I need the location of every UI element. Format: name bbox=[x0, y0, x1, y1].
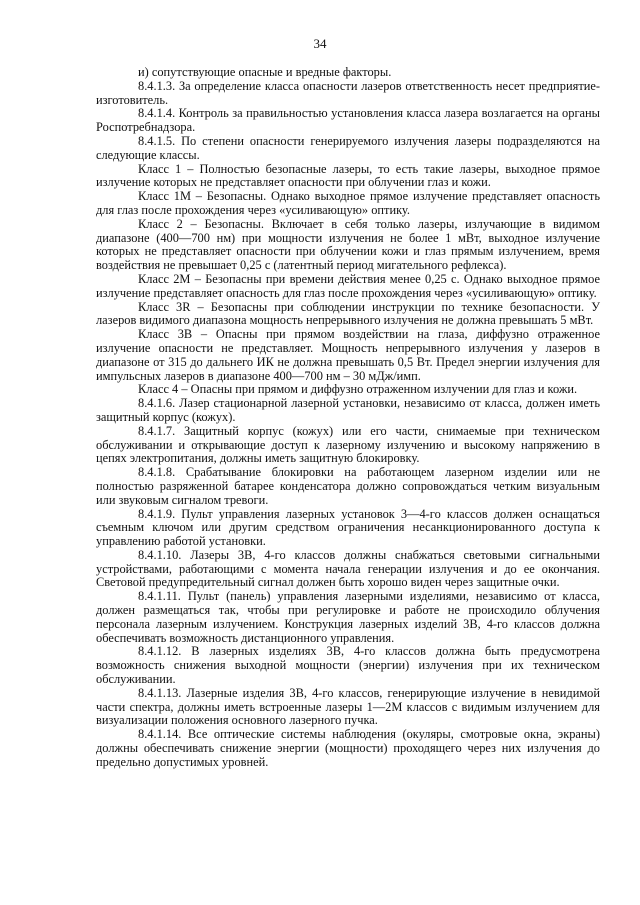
paragraph: 8.4.1.4. Контроль за правильностью установления класса лазера возлагается на органы Роспотребнадзора. bbox=[96, 106, 600, 135]
paragraph: 8.4.1.3. За определение класса опасности лазеров ответственность несет предприятие-изготовитель. bbox=[96, 78, 600, 107]
paragraph: Класс 2М – Безопасны при времени действия менее 0,25 с. Однако выходное прямое излучение представляет опасность для глаз после прохождения через «усиливающую» оптику. bbox=[96, 271, 600, 300]
paragraph: 8.4.1.7. Защитный корпус (кожух) или его части, снимаемые при техническом обслуживании и открывающие доступ к лазерному излучению и высокому напряжению в цепях электропитания, должны иметь защитную блокировку. bbox=[96, 423, 600, 466]
document-body bbox=[96, 66, 600, 770]
paragraph: 8.4.1.13. Лазерные изделия 3В, 4-го классов, генерирующие излучение в невидимой части спектра, должны иметь встроенные лазеры 1—2М классов с видимым излучением для визуализации положения основного лазерного пучка. bbox=[96, 685, 600, 728]
paragraph: 8.4.1.10. Лазеры 3В, 4-го классов должны снабжаться световыми сигнальными устройствами, работающими с момента начала генерации излучения и до ее окончания. Световой предупредительный сигнал должен быть хорошо виден через защитные очки. bbox=[96, 547, 600, 590]
paragraph: 8.4.1.8. Срабатывание блокировки на работающем лазерном изделии или не полностью разряженной батарее конденсатора должно сопровождаться четким визуальным или звуковым сигналом тревоги. bbox=[96, 465, 600, 507]
paragraph: 8.4.1.11. Пульт (панель) управления лазерными изделиями, независимо от класса, должен размещаться так, чтобы при регулировке и работе не происходило облучения персонала лазерным излучением. Конструкция лазерных изделий 3В, 4-го классов должна обеспечивать возможность дистанционного управления. bbox=[96, 589, 600, 645]
paragraph: Класс 3В – Опасны при прямом воздействии на глаза, диффузно отраженное излучение опасности не представляет. Мощность непрерывного излучения у лазеров в диапазоне от 315 до дальнего ИК не должна превышать 0,5 Вт. Предел энергии излучения для импульсных лазеров в диапазоне 400—700 нм – 30 мДж/имп. bbox=[96, 327, 600, 383]
paragraph: 8.4.1.5. По степени опасности генерируемого излучения лазеры подразделяются на следующие классы. bbox=[96, 133, 600, 162]
page-number: 34 bbox=[313, 36, 327, 51]
paragraph: 8.4.1.9. Пульт управления лазерных установок 3—4-го классов должен оснащаться съемным ключом или другим средством ограничения несанкционированного доступа к управлению работой установки. bbox=[96, 506, 600, 549]
paragraph: Класс 2 – Безопасны. Включает в себя только лазеры, излучающие в видимом диапазоне (400—700 нм) при мощности излучения не более 1 мВт, выходное излучение которых не представляет опасности при облучении кожи и глаз прямым излучением, время воздействия не превышает 0,25 с (латентный период мигательного рефлекса). bbox=[96, 216, 600, 273]
paragraph: 8.4.1.6. Лазер стационарной лазерной установки, независимо от класса, должен иметь защитный корпус (кожух). bbox=[96, 396, 600, 424]
paragraph: 8.4.1.14. Все оптические системы наблюдения (окуляры, смотровые окна, экраны) должны обеспечивать снижение энергии (мощности) проходящего через них излучения до предельно допустимых уровней. bbox=[96, 727, 600, 769]
paragraph: Класс 4 – Опасны при прямом и диффузно отраженном излучении для глаз и кожи. bbox=[138, 382, 578, 397]
paragraph: 8.4.1.12. В лазерных изделиях 3В, 4-го классов должна быть предусмотрена возможность снижения выходной мощности (энергии) излучения при их техническом обслуживании. bbox=[96, 644, 600, 687]
paragraph: Класс 1 – Полностью безопасные лазеры, то есть такие лазеры, выходное прямое излучение которых не представляет опасности при облучении глаз и кожи. bbox=[96, 161, 600, 190]
paragraph: Класс 1М – Безопасны. Однако выходное прямое излучение представляет опасность для глаз после прохождения через «усиливающую» оптику. bbox=[96, 189, 600, 217]
paragraph: Класс 3R – Безопасны при соблюдении инструкции по технике безопасности. У лазеров видимого диапазона мощность непрерывного излучения не должна превышать 5 мВт. bbox=[96, 299, 600, 328]
paragraph: и) сопутствующие опасные и вредные факторы. bbox=[138, 65, 392, 79]
